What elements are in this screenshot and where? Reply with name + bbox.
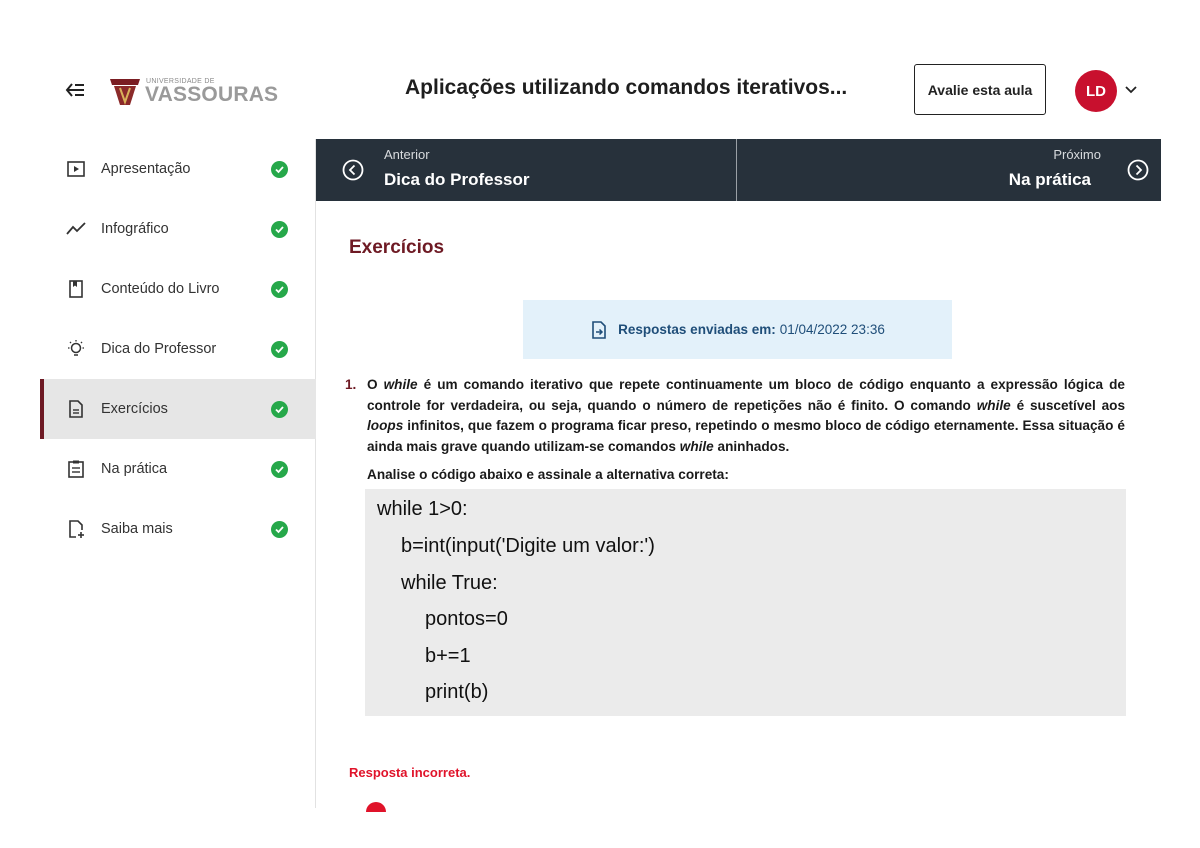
top-header xyxy=(0,50,1200,130)
collapse-menu-icon[interactable] xyxy=(64,79,86,101)
answers-sent-date: 01/04/2022 23:36 xyxy=(779,322,885,337)
result-status: Resposta incorreta. xyxy=(349,765,471,780)
code-block xyxy=(365,489,1126,716)
sidebar-item-label: Dica do Professor xyxy=(101,341,217,357)
error-icon xyxy=(366,802,386,812)
code-line: b=int(input('Digite um valor:') xyxy=(401,535,655,557)
book-icon xyxy=(66,279,86,299)
answers-sent-banner xyxy=(523,300,952,359)
chevron-right-circle-icon xyxy=(1127,159,1149,186)
code-line: pontos=0 xyxy=(425,608,508,630)
question-text: 1. O while é um comando iterativo que repete continuamente um bloco de código enquanto a expressão lógica de controle for verdadeira, ou seja, quando o número de repetições não é finito. O comando while é suscetível aos loops infinitos, que fazem o programa ficar preso, repetindo o mesmo bloco de código eternamente. Essa situação é ainda mais grave quando utilizam-se comandos while aninhados. xyxy=(345,377,1126,454)
sidebar-item-label: Na prática xyxy=(101,461,168,477)
sidebar-item-dica-professor[interactable] xyxy=(40,319,316,379)
lightbulb-icon xyxy=(66,339,86,359)
code-line: while 1>0: xyxy=(377,498,468,520)
previous-lesson-title: Dica do Professor xyxy=(384,170,530,189)
answers-sent-label: Respostas enviadas em: xyxy=(618,322,776,337)
check-icon xyxy=(271,281,288,298)
rate-lesson-button[interactable]: Avalie esta aula xyxy=(914,64,1046,115)
sidebar-item-label: Saiba mais xyxy=(101,521,173,537)
file-add-icon xyxy=(66,519,86,539)
page-title: Aplicações utilizando comandos iterativos... xyxy=(405,76,848,99)
logo-emblem-icon xyxy=(108,75,142,107)
check-icon xyxy=(271,401,288,418)
code-line: b+=1 xyxy=(425,645,471,667)
sidebar-item-exercicios[interactable] xyxy=(40,379,316,439)
question-number: 1. xyxy=(345,377,357,392)
check-icon xyxy=(271,461,288,478)
logo-text-big: VASSOURAS xyxy=(145,83,279,106)
question-instruction: Analise o código abaixo e assinale a alternativa correta: xyxy=(367,467,729,482)
avatar[interactable]: LD xyxy=(1075,70,1117,112)
code-line: print(b) xyxy=(425,681,489,703)
chart-line-icon xyxy=(66,219,86,239)
chevron-left-circle-icon xyxy=(342,159,364,186)
check-icon xyxy=(271,161,288,178)
sidebar-item-apresentacao[interactable] xyxy=(40,139,316,199)
previous-label: Anterior xyxy=(384,147,430,162)
sidebar xyxy=(40,139,316,808)
sidebar-item-infografico[interactable] xyxy=(40,199,316,259)
sidebar-item-label: Apresentação xyxy=(101,161,191,177)
check-icon xyxy=(271,221,288,238)
previous-lesson-button[interactable] xyxy=(316,139,736,201)
sidebar-item-na-pratica[interactable] xyxy=(40,439,316,499)
section-title: Exercícios xyxy=(349,237,445,258)
sidebar-item-conteudo-livro[interactable] xyxy=(40,259,316,319)
lesson-navigation xyxy=(316,139,1161,201)
sidebar-item-label: Conteúdo do Livro xyxy=(101,281,220,297)
document-icon xyxy=(66,399,86,419)
next-label: Próximo xyxy=(1053,147,1101,162)
sidebar-item-saiba-mais[interactable] xyxy=(40,499,316,559)
next-lesson-button[interactable] xyxy=(737,139,1161,201)
play-icon xyxy=(66,159,86,179)
check-icon xyxy=(271,341,288,358)
chevron-down-icon[interactable] xyxy=(1124,83,1138,97)
sidebar-item-label: Infográfico xyxy=(101,221,169,237)
sidebar-item-label: Exercícios xyxy=(101,401,168,417)
university-logo[interactable] xyxy=(108,75,279,107)
clipboard-icon xyxy=(66,459,86,479)
code-line: while True: xyxy=(401,572,498,594)
logo-text-small: UNIVERSIDADE DE xyxy=(146,78,215,85)
check-icon xyxy=(271,521,288,538)
document-arrow-icon xyxy=(590,321,608,339)
next-lesson-title: Na prática xyxy=(1008,170,1091,189)
